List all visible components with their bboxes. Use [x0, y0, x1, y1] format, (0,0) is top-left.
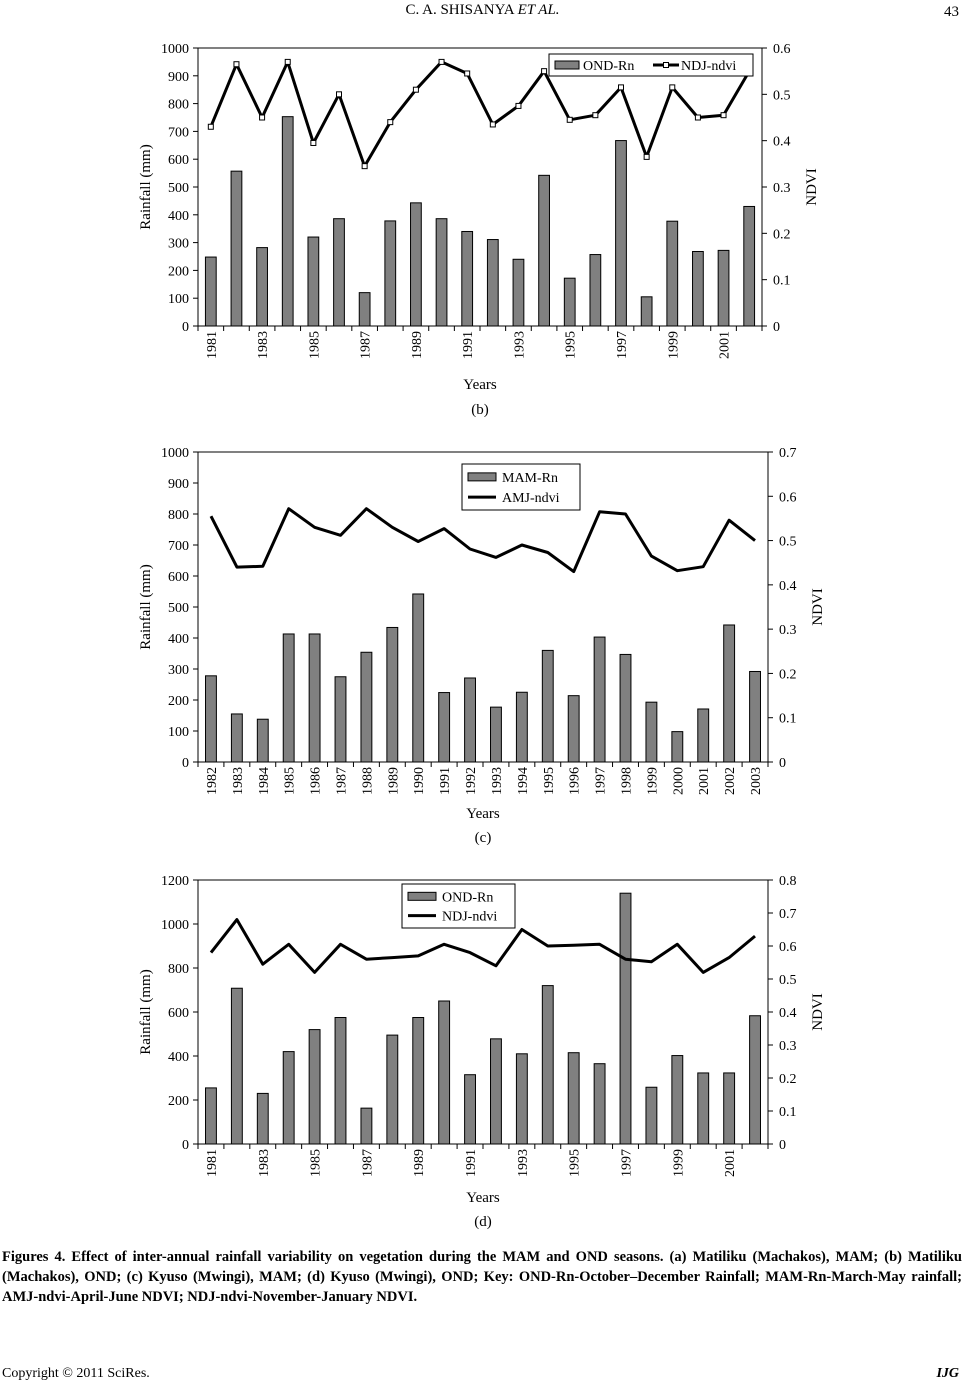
bar: [231, 988, 242, 1144]
right-axis-tick-label: 0.6: [773, 42, 791, 57]
x-axis-tick-label: 1981: [204, 331, 220, 359]
bar: [750, 671, 761, 762]
right-axis-tick-label: 0.1: [779, 711, 797, 727]
ndvi-point-marker: [721, 113, 726, 118]
bar: [206, 676, 217, 762]
bar: [465, 678, 476, 762]
left-axis-tick-label: 1200: [161, 874, 189, 889]
x-axis-tick-label: 1997: [619, 1149, 635, 1177]
left-axis-tick-label: 0: [182, 756, 189, 771]
left-axis-tick-label: 500: [168, 601, 189, 616]
right-axis-tick-label: 0.5: [779, 534, 797, 550]
bar: [568, 696, 579, 762]
right-axis-tick-label: 0.1: [773, 273, 791, 289]
x-axis-title: Years: [463, 377, 497, 393]
left-axis-tick-label: 400: [168, 208, 189, 224]
chart-c: [0, 438, 965, 848]
figure-caption: Figures 4. Effect of inter-annual rainfall variability on vegetation during the MAM and OND seasons. (a) Matiliku (Machakos), MAM; (b) Matiliku (Machakos), OND; (c) Kyuso (Mwingi), MAM; (d) Kyuso (Mwingi), OND; Key: OND-Rn-October–December Rainfall; MAM-Rn-March-May rainfall; AMJ-ndvi-April-June NDVI; NDJ-ndvi-November-January NDVI.: [2, 1249, 962, 1305]
bar: [413, 594, 424, 762]
bar: [491, 1039, 502, 1144]
left-axis-tick-label: 300: [168, 663, 189, 678]
chart-b: [0, 34, 965, 426]
right-axis-tick-label: 0.3: [779, 1039, 797, 1054]
right-axis-tick-label: 0.5: [773, 88, 791, 104]
left-axis-tick-label: 600: [168, 153, 189, 169]
journal-abbrev: IJG: [936, 1366, 959, 1381]
left-axis-tick-label: 600: [168, 1006, 189, 1021]
panel-label: (b): [471, 402, 489, 418]
bar: [462, 231, 473, 326]
page-number: 43: [944, 4, 959, 20]
bar: [257, 1093, 268, 1144]
figure-panel-c: [0, 438, 965, 848]
left-axis-title: Rainfall (mm): [138, 969, 154, 1055]
running-head: [0, 2, 965, 19]
bar: [283, 634, 294, 762]
left-axis-tick-label: 0: [182, 320, 189, 335]
bar: [385, 221, 396, 326]
bar: [516, 692, 527, 762]
figure-panel-b: [0, 34, 965, 426]
ndvi-point-marker: [465, 71, 470, 76]
bar: [439, 693, 450, 762]
bar: [411, 203, 422, 326]
bar: [439, 1001, 450, 1144]
bar: [542, 650, 553, 762]
left-axis-tick-label: 800: [168, 962, 189, 977]
x-axis-title: Years: [466, 806, 500, 822]
bar: [641, 297, 652, 326]
ndvi-point-marker: [413, 87, 418, 92]
ndvi-point-marker: [260, 115, 265, 120]
left-axis-tick-label: 800: [168, 508, 189, 523]
bar: [465, 1075, 476, 1144]
x-axis-title: Years: [466, 1190, 500, 1206]
bar: [568, 1053, 579, 1144]
left-axis-tick-label: 100: [168, 292, 189, 308]
bar: [724, 625, 735, 762]
x-axis-tick-label: 1992: [464, 767, 480, 795]
right-axis-tick-label: 0.2: [779, 1072, 797, 1087]
ndvi-point-marker: [311, 140, 316, 145]
bar: [361, 1108, 372, 1144]
bar: [616, 141, 627, 326]
right-axis-tick-label: 0.3: [779, 623, 797, 639]
left-axis-tick-label: 700: [168, 125, 189, 141]
right-axis-tick-label: 0: [773, 320, 780, 335]
x-axis-tick-label: 1983: [256, 1149, 272, 1177]
figure-panel-d: [0, 864, 965, 1236]
panel-label: (c): [474, 830, 492, 846]
bar: [231, 714, 242, 762]
left-axis-tick-label: 0: [182, 1138, 189, 1153]
bar: [594, 637, 605, 762]
bar: [698, 1073, 709, 1144]
x-axis-tick-label: 1984: [256, 767, 272, 795]
bar: [744, 206, 755, 326]
right-axis-tick-label: 0.7: [779, 907, 797, 922]
x-axis-tick-label: 2002: [723, 767, 739, 795]
right-axis-tick-label: 0.6: [779, 940, 797, 955]
right-axis-tick-label: 0.4: [779, 1006, 797, 1021]
x-axis-tick-label: 1985: [307, 331, 323, 359]
left-axis-tick-label: 900: [168, 477, 189, 492]
legend-bar-swatch: [408, 892, 436, 900]
left-axis-tick-label: 500: [168, 181, 189, 196]
left-axis-title: Rainfall (mm): [138, 144, 154, 230]
legend-marker-swatch: [664, 63, 669, 68]
bar: [361, 652, 372, 762]
bar: [283, 1052, 294, 1144]
x-axis-tick-label: 2003: [749, 767, 765, 795]
bar: [491, 707, 502, 762]
legend-label: NDJ-ndvi: [681, 59, 737, 74]
ndvi-point-marker: [208, 124, 213, 129]
ndvi-point-marker: [388, 120, 393, 125]
ndvi-point-marker: [234, 62, 239, 67]
x-axis-tick-label: 1995: [567, 1149, 583, 1177]
bar: [646, 702, 657, 762]
left-axis-tick-label: 1000: [161, 42, 189, 57]
bar: [620, 893, 631, 1144]
left-axis-tick-label: 600: [168, 570, 189, 585]
bar: [309, 634, 320, 762]
x-axis-tick-label: 2001: [697, 767, 713, 795]
bar: [308, 237, 319, 326]
x-axis-tick-label: 1988: [360, 767, 376, 795]
legend-label: AMJ-ndvi: [502, 491, 560, 507]
page-footer: [2, 1366, 959, 1382]
legend-label: OND-Rn: [583, 59, 635, 74]
ndvi-point-marker: [285, 59, 290, 64]
right-axis-tick-label: 0.4: [773, 134, 791, 150]
bar: [513, 259, 524, 326]
x-axis-tick-label: 1981: [204, 1149, 220, 1177]
running-head-authors: C. A. SHISANYA: [405, 2, 514, 18]
x-axis-tick-label: 1986: [308, 767, 324, 795]
left-axis-tick-label: 200: [168, 694, 189, 709]
bar: [359, 293, 370, 326]
bar: [693, 251, 704, 326]
left-axis-tick-label: 1000: [161, 446, 189, 461]
right-axis-tick-label: 0.5: [779, 973, 797, 988]
legend-label: OND-Rn: [442, 890, 494, 906]
ndvi-point-marker: [542, 69, 547, 74]
bar: [646, 1087, 657, 1144]
right-axis-tick-label: 0.6: [779, 490, 797, 506]
x-axis-tick-label: 1990: [412, 767, 428, 795]
x-axis-tick-label: 1985: [282, 767, 298, 795]
ndvi-point-marker: [516, 103, 521, 108]
right-axis-tick-label: 0.2: [779, 667, 797, 683]
x-axis-tick-label: 1985: [308, 1149, 324, 1177]
bar: [724, 1073, 735, 1144]
right-axis-tick-label: 0.7: [779, 446, 797, 461]
bar: [594, 1064, 605, 1144]
right-axis-tick-label: 0.1: [779, 1105, 797, 1120]
bar: [542, 986, 553, 1144]
x-axis-tick-label: 1987: [360, 1149, 376, 1177]
bar: [698, 709, 709, 762]
legend-bar-swatch: [555, 61, 579, 69]
x-axis-tick-label: 1993: [515, 1149, 531, 1177]
x-axis-tick-label: 1997: [615, 331, 630, 359]
ndvi-point-marker: [670, 85, 675, 90]
right-axis-title: NDVI: [810, 993, 826, 1031]
ndvi-point-marker: [362, 164, 367, 169]
x-axis-tick-label: 1991: [464, 1149, 480, 1177]
x-axis-tick-label: 1993: [512, 331, 528, 359]
bar: [672, 1056, 683, 1144]
x-axis-tick-label: 1989: [412, 1149, 428, 1177]
x-axis-tick-label: 1983: [256, 331, 272, 359]
bar: [205, 257, 216, 326]
right-axis-tick-label: 0.2: [773, 227, 791, 243]
left-axis-tick-label: 800: [168, 97, 189, 113]
panel-label: (d): [474, 1214, 492, 1230]
x-axis-tick-label: 1997: [593, 767, 609, 795]
bar: [539, 175, 550, 326]
legend-label: MAM-Rn: [502, 470, 559, 486]
x-axis-tick-label: 2001: [717, 331, 733, 359]
ndvi-point-marker: [567, 117, 572, 122]
bar: [335, 1018, 346, 1145]
page-header: [0, 2, 965, 22]
left-axis-tick-label: 1000: [161, 918, 189, 933]
right-axis-tick-label: 0.4: [779, 578, 797, 594]
ndvi-point-marker: [439, 59, 444, 64]
bar: [590, 255, 601, 326]
ndvi-point-marker: [644, 154, 649, 159]
x-axis-tick-label: 2000: [671, 767, 687, 795]
x-axis-tick-label: 1994: [515, 767, 531, 795]
bar: [564, 278, 575, 326]
right-axis-tick-label: 0: [779, 1138, 786, 1153]
x-axis-tick-label: 1989: [386, 767, 402, 795]
copyright-notice: Copyright © 2011 SciRes.: [2, 1366, 150, 1381]
left-axis-tick-label: 100: [168, 725, 189, 740]
right-axis-tick-label: 0.3: [773, 181, 791, 196]
left-axis-tick-label: 400: [168, 1050, 189, 1065]
bar: [436, 219, 447, 326]
x-axis-tick-label: 1995: [563, 331, 579, 359]
bar: [231, 171, 242, 326]
bar: [620, 654, 631, 762]
x-axis-tick-label: 1999: [645, 767, 661, 795]
x-axis-tick-label: 1999: [666, 331, 682, 359]
right-axis-tick-label: 0: [779, 756, 786, 771]
ndvi-point-marker: [337, 92, 342, 97]
chart-d: [0, 864, 965, 1236]
left-axis-tick-label: 200: [168, 264, 189, 280]
right-axis-title: NDVI: [804, 168, 820, 206]
right-axis-tick-label: 0.8: [779, 874, 797, 889]
bar: [387, 1035, 398, 1144]
left-axis-tick-label: 900: [168, 69, 189, 85]
bar: [257, 248, 268, 326]
bar: [750, 1016, 761, 1144]
bar: [282, 117, 293, 326]
bar: [516, 1054, 527, 1144]
x-axis-tick-label: 1993: [489, 767, 505, 795]
bar: [257, 719, 268, 762]
x-axis-tick-label: 2001: [723, 1149, 739, 1177]
ndvi-point-marker: [619, 85, 624, 90]
right-axis-title: NDVI: [810, 588, 826, 626]
x-axis-tick-label: 1987: [334, 767, 350, 795]
left-axis-tick-label: 400: [168, 632, 189, 647]
bar: [334, 219, 345, 326]
bar: [672, 732, 683, 762]
bar: [413, 1018, 424, 1145]
left-axis-tick-label: 300: [168, 236, 189, 252]
legend-bar-swatch: [468, 473, 496, 481]
x-axis-tick-label: 1991: [438, 767, 454, 795]
x-axis-tick-label: 1982: [204, 767, 220, 795]
x-axis-tick-label: 1987: [358, 331, 374, 359]
bar: [718, 250, 729, 326]
x-axis-tick-label: 1989: [409, 331, 425, 359]
bar: [667, 221, 678, 326]
bar: [335, 677, 346, 762]
ndvi-point-marker: [695, 115, 700, 120]
ndvi-point-marker: [490, 122, 495, 127]
ndvi-series-line: [211, 509, 755, 572]
running-head-et-al: ET AL.: [517, 2, 560, 18]
x-axis-tick-label: 1991: [461, 331, 477, 359]
ndvi-point-marker: [593, 113, 598, 118]
x-axis-tick-label: 1983: [230, 767, 246, 795]
x-axis-tick-label: 1996: [567, 767, 583, 795]
left-axis-tick-label: 700: [168, 539, 189, 554]
bar: [309, 1030, 320, 1144]
x-axis-tick-label: 1995: [541, 767, 557, 795]
x-axis-tick-label: 1999: [671, 1149, 687, 1177]
x-axis-tick-label: 1998: [619, 767, 635, 795]
bar: [206, 1088, 217, 1144]
left-axis-title: Rainfall (mm): [138, 564, 154, 650]
legend-label: NDJ-ndvi: [442, 909, 498, 925]
left-axis-tick-label: 200: [168, 1094, 189, 1109]
bar: [487, 240, 498, 326]
bar: [387, 627, 398, 762]
